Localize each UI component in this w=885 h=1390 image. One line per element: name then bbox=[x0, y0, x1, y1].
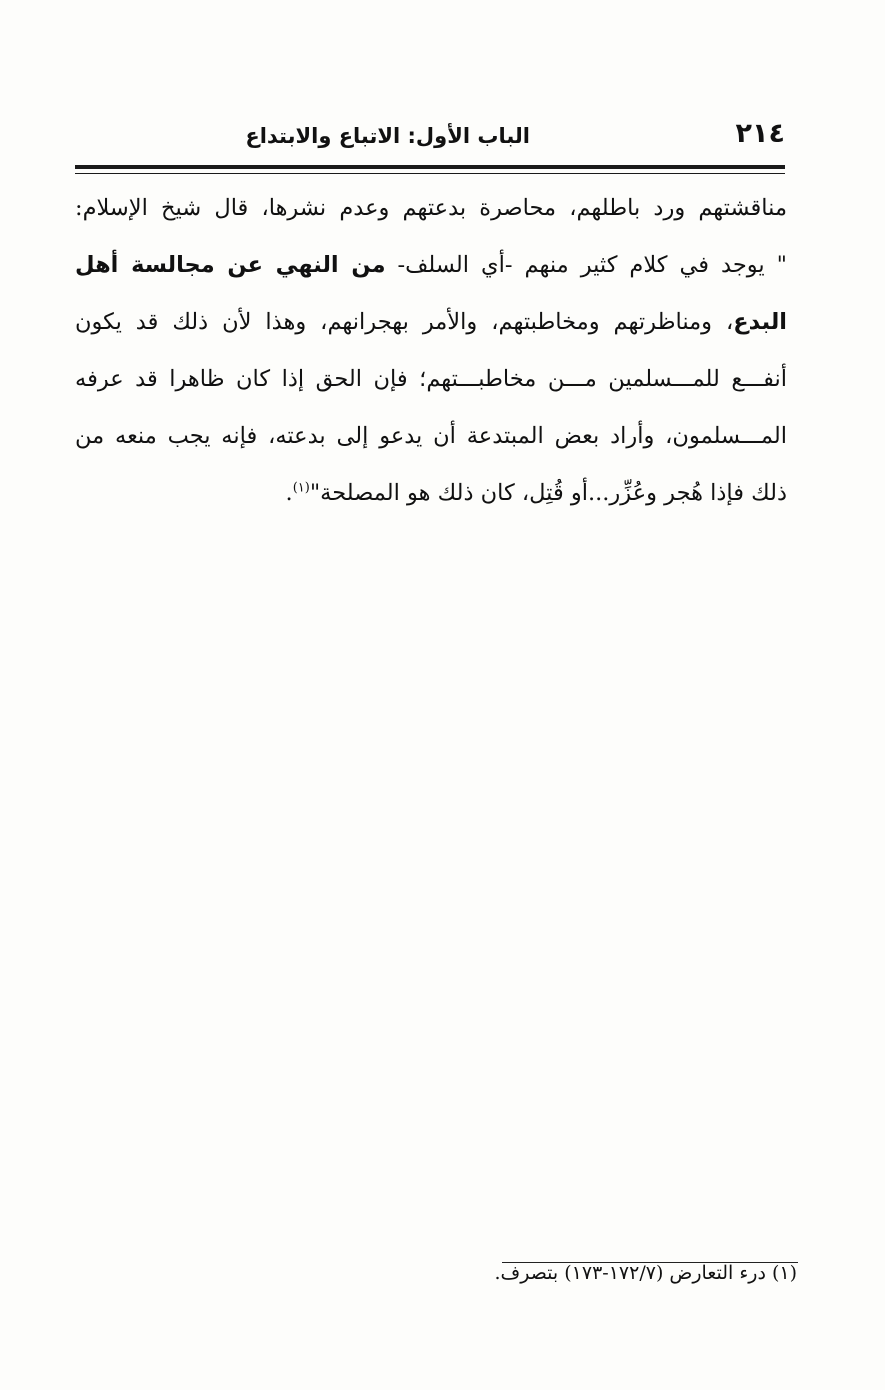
header-rule-thick bbox=[75, 165, 785, 169]
header-rule-thin bbox=[75, 173, 785, 174]
body-line bbox=[75, 351, 787, 408]
bold-emphasis: من النهي عن مجالسة أهل bbox=[75, 252, 386, 278]
line-segment: المـــسلمون، وأراد بعض المبتدعة أن يدعو إلى بدعته، فإنه يجب منعه من bbox=[75, 423, 787, 449]
page-header bbox=[75, 112, 785, 164]
footnote-reference[interactable]: (١) bbox=[292, 480, 310, 496]
body-paragraph bbox=[75, 180, 787, 522]
line-segment: ، ومناظرتهم ومخاطبتهم، والأمر بهجرانهم، وهذا لأن ذلك قد يكون bbox=[75, 309, 734, 335]
body-line bbox=[75, 408, 787, 465]
footnote: (١) درء التعارض (١٧٢/٧-١٧٣) بتصرف. bbox=[494, 1262, 797, 1284]
line-segment: " يوجد في كلام كثير منهم -أي السلف- bbox=[385, 252, 787, 278]
bold-emphasis: البدع bbox=[733, 309, 787, 335]
line-segment: أنفـــع للمـــسلمين مـــن مخاطبـــتهم؛ فإن الحق إذا كان ظاهرا قد عرفه bbox=[75, 366, 787, 392]
body-line bbox=[75, 180, 787, 237]
running-title: الباب الأول: الاتباع والابتداع bbox=[245, 124, 530, 148]
end-punctuation: . bbox=[285, 480, 293, 506]
body-line bbox=[75, 465, 787, 522]
line-segment: ذلك فإذا هُجر وعُزِّر...أو قُتِل، كان ذلك هو المصلحة" bbox=[309, 480, 787, 506]
page-number: ٢١٤ bbox=[735, 118, 785, 149]
line-segment: مناقشتهم ورد باطلهم، محاصرة بدعتهم وعدم نشرها، قال شيخ الإسلام: bbox=[75, 195, 787, 221]
body-line bbox=[75, 294, 787, 351]
body-line bbox=[75, 237, 787, 294]
